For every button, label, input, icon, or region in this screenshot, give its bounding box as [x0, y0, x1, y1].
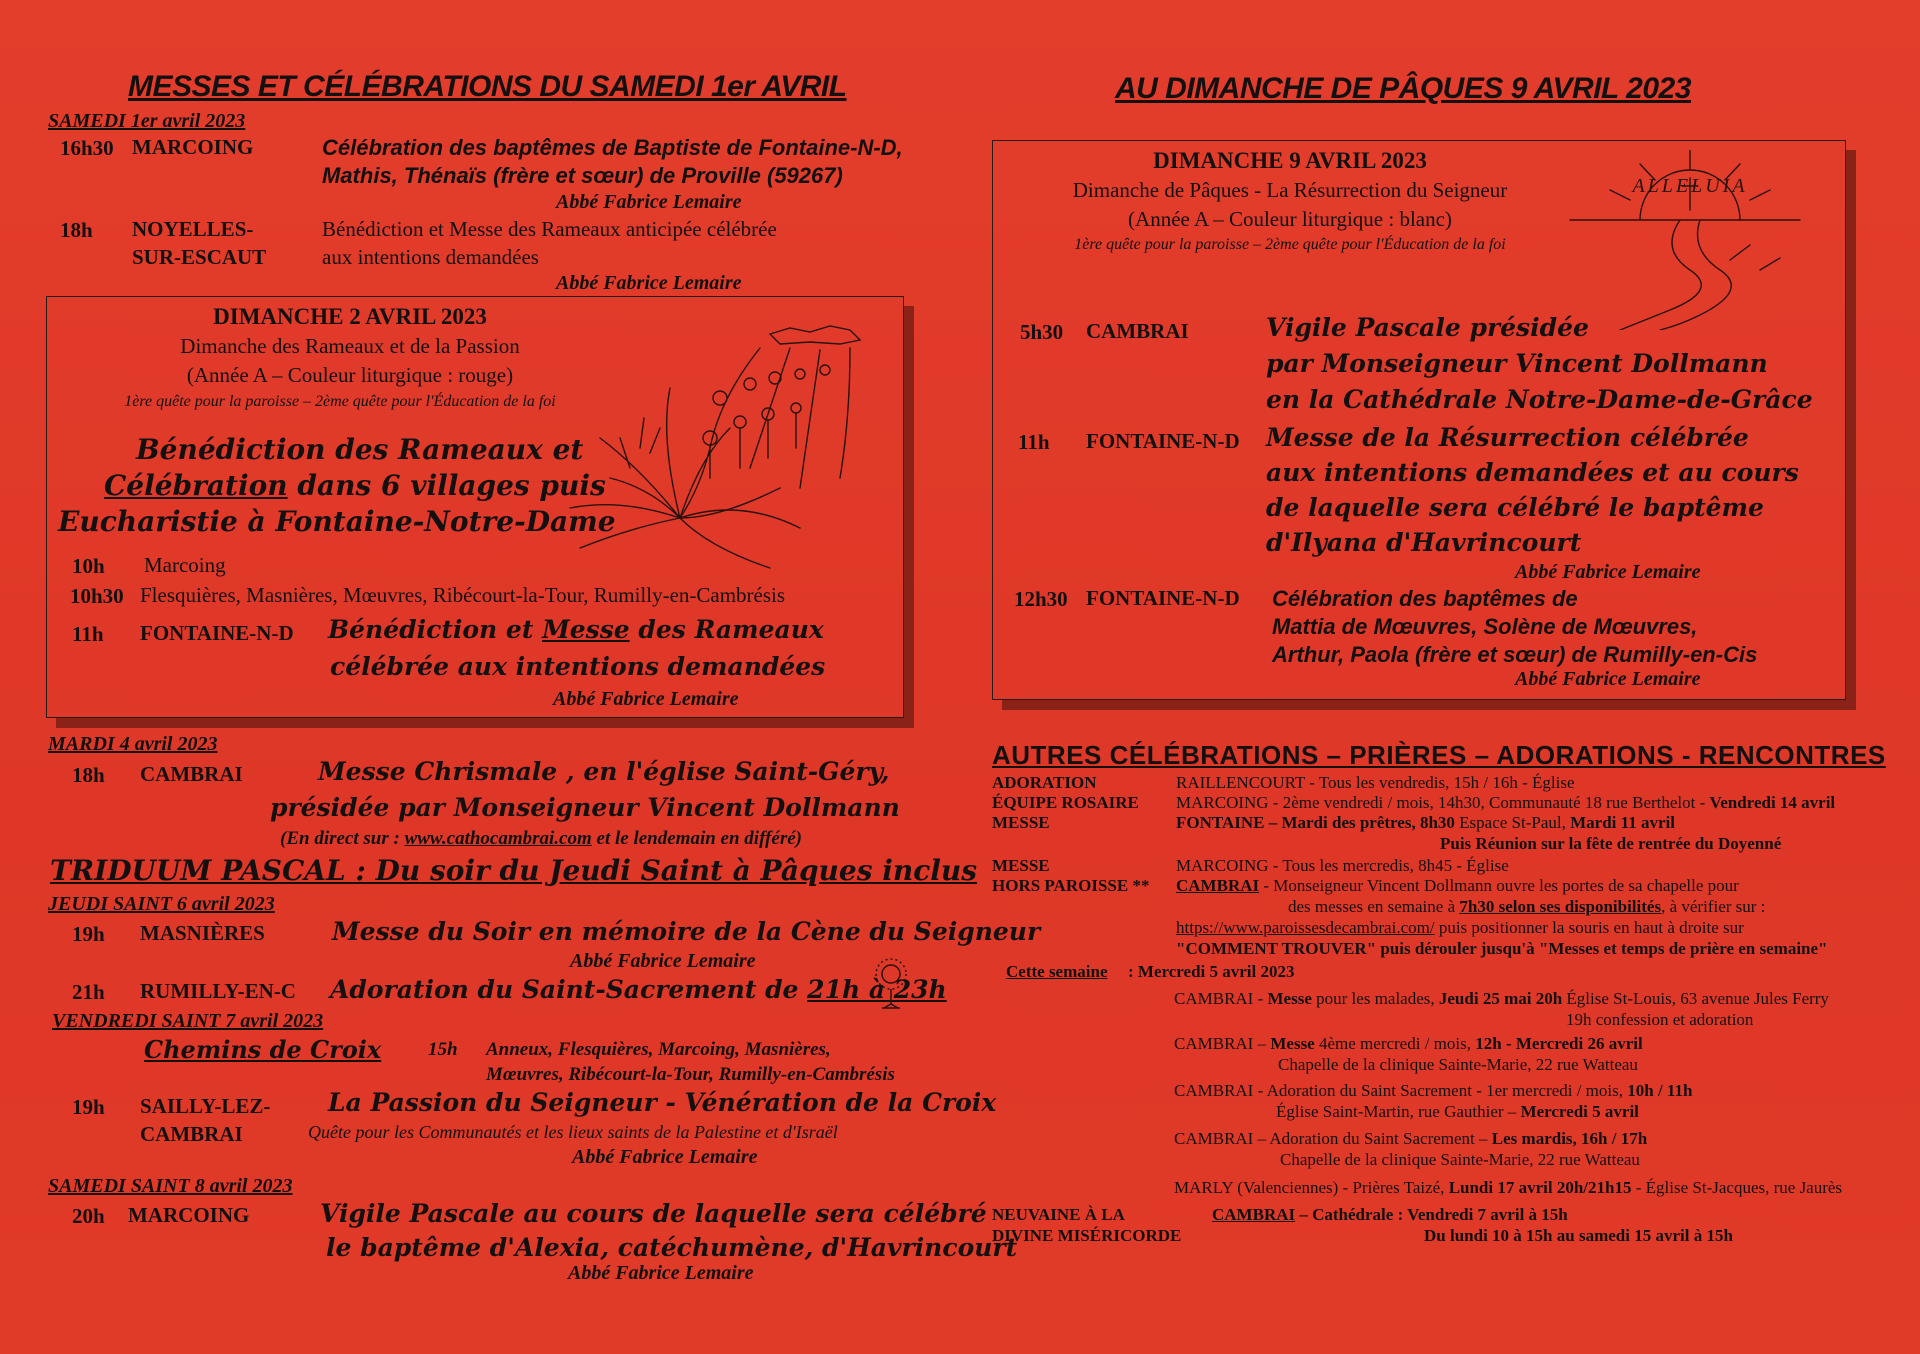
text-bold: – Cathédrale : Vendredi 7 avril à 15h: [1295, 1205, 1568, 1224]
text: puis positionner la souris en haut à droite sur: [1434, 918, 1744, 937]
event-line: le baptême d'Alexia, catéchumène, d'Havrincourt: [326, 1233, 1018, 1262]
celebrant: Abbé Fabrice Lemaire: [556, 272, 742, 294]
liturgical-color: (Année A – Couleur liturgique : blanc): [1128, 207, 1452, 231]
event-line: [328, 612, 824, 647]
celebrant: Abbé Fabrice Lemaire: [553, 688, 739, 710]
highlight-text: dans 6 villages puis: [287, 469, 606, 502]
text-bold: Jeudi 25 mai 20h: [1438, 989, 1563, 1008]
category-text: [1174, 1081, 1692, 1101]
celebrant: Abbé Fabrice Lemaire: [570, 950, 756, 972]
event-line: en la Cathédrale Notre-Dame-de-Grâce: [1266, 385, 1813, 414]
place: FONTAINE-N-D: [140, 621, 294, 645]
chemins-de-croix: Chemins de Croix: [144, 1035, 382, 1064]
text-bold: 7h30 selon ses disponibilités: [1459, 897, 1662, 916]
place: SAILLY-LEZ-: [140, 1094, 271, 1118]
this-week-date: : Mercredi 5 avril 2023: [1128, 962, 1295, 981]
place: RUMILLY-EN-C: [140, 979, 296, 1003]
text: Espace St-Paul,: [1459, 813, 1571, 832]
note-text: (En direct sur :: [280, 828, 405, 849]
liturgical-color: (Année A – Couleur liturgique : rouge): [186, 363, 514, 387]
event-line: [330, 972, 947, 1007]
category-text: [1174, 1034, 1643, 1054]
category-label: HORS PAROISSE **: [992, 876, 1150, 895]
event-line: Célébration des baptêmes de: [1272, 586, 1578, 611]
category-text: [1176, 793, 1835, 813]
category-text: RAILLENCOURT - Tous les vendredis, 15h / 16h - Église: [1176, 773, 1575, 792]
quete-note: Quête pour les Communautés et les lieux saints de la Palestine et d'Israël: [308, 1122, 838, 1142]
category-text: MARCOING - Tous les mercredis, 8h45 - Église: [1176, 856, 1509, 875]
text: - Monseigneur Vincent Dollmann ouvre les portes de sa chapelle pour: [1259, 876, 1739, 895]
time: 16h30: [60, 136, 114, 160]
place: MARCOING: [128, 1203, 250, 1227]
triduum-heading: TRIDUUM PASCAL : Du soir du Jeudi Saint à Pâques inclus: [50, 854, 978, 887]
text-bold: Vendredi 14 avril: [1709, 793, 1836, 812]
event-line: Bénédiction et Messe des Rameaux anticipée célébrée: [322, 217, 777, 241]
event-line: Messe Chrismale , en l'église Saint-Géry,: [318, 757, 890, 786]
category-label: ADORATION: [992, 773, 1097, 792]
text: pour les malades,: [1311, 989, 1439, 1008]
dimanche-2-subtitle: Dimanche des Rameaux et de la Passion: [180, 334, 520, 358]
time: 11h: [1018, 430, 1050, 454]
category-text: [1174, 989, 1829, 1009]
event-line: Mathis, Thénaïs (frère et sœur) de Proville (59267): [322, 163, 843, 188]
jeudi-date: JEUDI SAINT 6 avril 2023: [48, 893, 275, 915]
place: CAMBRAI: [1086, 319, 1189, 343]
celebrant: Abbé Fabrice Lemaire: [1515, 668, 1701, 690]
event-line: Vigile Pascale au cours de laquelle sera célébré: [320, 1199, 987, 1228]
category-text: [1288, 897, 1765, 917]
text-bold: Mercredi 5 avril: [1520, 1102, 1639, 1121]
villages: Anneux, Flesquières, Marcoing, Masnières,: [486, 1039, 831, 1060]
autres-title: AUTRES CÉLÉBRATIONS – PRIÈRES – ADORATIONS - RENCONTRES: [992, 740, 1886, 770]
place: MASNIÈRES: [140, 921, 265, 945]
place: FONTAINE-N-D: [1086, 586, 1240, 610]
event-line: Célébration des baptêmes de Baptiste de Fontaine-N-D,: [322, 135, 903, 160]
place: MARCOING: [132, 135, 254, 159]
this-week-label: Cette semaine: [1006, 962, 1108, 981]
event-underlined: 21h à 23h: [807, 975, 947, 1004]
celebrant: Abbé Fabrice Lemaire: [572, 1146, 758, 1168]
text: CAMBRAI - Adoration du Saint Sacrement - 1er mercredi / mois,: [1174, 1081, 1628, 1100]
event-line: Mattia de Mœuvres, Solène de Mœuvres,: [1272, 614, 1698, 639]
highlight-underlined: Célébration: [104, 469, 288, 502]
text-bold: FONTAINE – Mardi des prêtres, 8h30: [1176, 813, 1460, 832]
time: 21h: [72, 980, 105, 1004]
time: 19h: [72, 922, 105, 946]
broadcast-note: [280, 828, 802, 850]
category-text: Du lundi 10 à 15h au samedi 15 avril à 15h: [1424, 1226, 1733, 1245]
villages: Flesquières, Masnières, Mœuvres, Ribécourt-la-Tour, Rumilly-en-Cambrésis: [140, 583, 786, 607]
event-line: Messe de la Résurrection célébrée: [1266, 423, 1749, 452]
text-bold: Les mardis, 16h / 17h: [1491, 1129, 1648, 1148]
left-title: MESSES ET CÉLÉBRATIONS DU SAMEDI 1er AVRIL: [128, 70, 847, 103]
website-link[interactable]: https://www.paroissesdecambrai.com/: [1176, 918, 1435, 937]
text-bold: CAMBRAI: [1176, 876, 1260, 895]
highlight-line: Bénédiction des Rameaux et: [136, 433, 584, 466]
event-line: La Passion du Seigneur - Vénération de la Croix: [328, 1088, 997, 1117]
text: Église St-Louis, 63 avenue Jules Ferry: [1562, 989, 1829, 1008]
villages: Mœuvres, Ribécourt-la-Tour, Rumilly-en-Cambrésis: [486, 1064, 895, 1085]
event-line: Messe du Soir en mémoire de la Cène du Seigneur: [332, 917, 1041, 946]
category-text: [1174, 1129, 1647, 1149]
text: , à vérifier sur :: [1661, 897, 1766, 916]
right-title: AU DIMANCHE DE PÂQUES 9 AVRIL 2023: [1115, 72, 1691, 105]
place: NOYELLES-: [132, 217, 254, 241]
category-label: MESSE: [992, 813, 1050, 832]
category-text: Chapelle de la clinique Sainte-Marie, 22 rue Watteau: [1280, 1150, 1640, 1169]
category-text: [1212, 1205, 1568, 1225]
note-text: et le lendemain en différé): [591, 828, 802, 849]
dimanche-2-heading: DIMANCHE 2 AVRIL 2023: [213, 304, 487, 329]
text-bold: CAMBRAI: [1212, 1205, 1296, 1224]
place: SUR-ESCAUT: [132, 245, 267, 269]
vendredi-date: VENDREDI SAINT 7 avril 2023: [52, 1010, 324, 1032]
text-bold: Messe: [1270, 1034, 1315, 1053]
category-label: DIVINE MISÉRICORDE: [992, 1226, 1182, 1245]
category-label: NEUVAINE À LA: [992, 1205, 1125, 1224]
celebrant: Abbé Fabrice Lemaire: [1515, 561, 1701, 583]
text: CAMBRAI – Adoration du Saint Sacrement –: [1174, 1129, 1492, 1148]
text: CAMBRAI –: [1174, 1034, 1271, 1053]
category-text: 19h confession et adoration: [1566, 1010, 1754, 1029]
celebrant: Abbé Fabrice Lemaire: [556, 191, 742, 213]
category-text: [1176, 876, 1739, 896]
category-text: [1176, 918, 1744, 938]
event-line: aux intentions demandées et au cours: [1266, 458, 1799, 487]
category-text: "COMMENT TROUVER" puis dérouler jusqu'à "Messes et temps de prière en semaine": [1176, 939, 1828, 958]
monstrance-icon: [868, 954, 914, 1014]
place: FONTAINE-N-D: [1086, 429, 1240, 453]
text-bold: Messe: [1267, 989, 1312, 1008]
category-text: [1276, 1102, 1639, 1122]
time: 10h: [72, 554, 105, 578]
highlight-line: Eucharistie à Fontaine-Notre-Dame: [58, 505, 616, 538]
text: - Église St-Jacques, rue Jaurès: [1631, 1178, 1843, 1197]
event-line: présidée par Monseigneur Vincent Dollmann: [270, 793, 900, 822]
village: Marcoing: [144, 553, 226, 577]
time: 20h: [72, 1204, 105, 1228]
event-line: Vigile Pascale présidée: [1266, 313, 1589, 342]
website-link[interactable]: www.cathocambrai.com: [404, 828, 592, 849]
time: 11h: [72, 622, 104, 646]
event-text: Bénédiction et: [328, 615, 543, 644]
time: 19h: [72, 1095, 105, 1119]
time: 15h: [428, 1039, 458, 1060]
samedi-saint-date: SAMEDI SAINT 8 avril 2023: [48, 1175, 293, 1197]
category-label: ÉQUIPE ROSAIRE: [992, 793, 1139, 812]
time: 12h30: [1014, 587, 1068, 611]
text: MARCOING - 2ème vendredi / mois, 14h30, Communauté 18 rue Berthelot -: [1176, 793, 1710, 812]
event-underlined: Messe: [542, 615, 630, 644]
event-line: Arthur, Paola (frère et sœur) de Rumilly-en-Cis: [1272, 642, 1758, 667]
category-text: Puis Réunion sur la fête de rentrée du Doyenné: [1440, 834, 1782, 853]
category-text: [1174, 1178, 1842, 1198]
category-label: MESSE: [992, 856, 1050, 875]
event-line: célébrée aux intentions demandées: [330, 652, 826, 681]
place: CAMBRAI: [140, 1122, 243, 1146]
text-bold: 10h / 11h: [1627, 1081, 1693, 1100]
time: 18h: [60, 218, 93, 242]
mardi-date: MARDI 4 avril 2023: [48, 733, 218, 755]
event-line: d'Ilyana d'Havrincourt: [1266, 528, 1582, 557]
time: 5h30: [1020, 320, 1064, 344]
event-text: des Rameaux: [629, 615, 824, 644]
text: 4ème mercredi / mois,: [1314, 1034, 1476, 1053]
event-text: Adoration du Saint-Sacrement de: [330, 975, 808, 1004]
text: MARLY (Valenciennes) - Prières Taizé,: [1174, 1178, 1449, 1197]
text: des messes en semaine à: [1288, 897, 1460, 916]
text-bold: Lundi 17 avril 20h/21h15: [1448, 1178, 1632, 1197]
category-text: Chapelle de la clinique Sainte-Marie, 22 rue Watteau: [1278, 1055, 1638, 1074]
dimanche-9-subtitle: Dimanche de Pâques - La Résurrection du Seigneur: [1072, 178, 1508, 202]
palm-procession-illustration: [560, 318, 940, 578]
alleluia-text: ALLELUIA: [1632, 175, 1748, 197]
category-text: [1176, 813, 1675, 833]
alleluia-sunrise-illustration: [1560, 150, 1820, 330]
text-bold: 12h - Mercredi 26 avril: [1475, 1034, 1643, 1053]
celebrant: Abbé Fabrice Lemaire: [568, 1262, 754, 1284]
time: 10h30: [70, 584, 124, 608]
text: Église Saint-Martin, rue Gauthier –: [1276, 1102, 1521, 1121]
text-bold: Mardi 11 avril: [1570, 813, 1675, 832]
event-line: par Monseigneur Vincent Dollmann: [1266, 349, 1768, 378]
event-line: de laquelle sera célébré le baptême: [1266, 493, 1764, 522]
dimanche-9-heading: DIMANCHE 9 AVRIL 2023: [1153, 148, 1427, 173]
quete-note: 1ère quête pour la paroisse – 2ème quête pour l'Éducation de la foi: [1074, 236, 1506, 253]
text: CAMBRAI -: [1174, 989, 1268, 1008]
quete-note: 1ère quête pour la paroisse – 2ème quête pour l'Éducation de la foi: [124, 393, 556, 410]
place: CAMBRAI: [140, 762, 243, 786]
samedi-1-date: SAMEDI 1er avril 2023: [48, 110, 246, 132]
highlight-line: [104, 468, 606, 503]
event-line: aux intentions demandées: [322, 245, 539, 269]
time: 18h: [72, 763, 105, 787]
